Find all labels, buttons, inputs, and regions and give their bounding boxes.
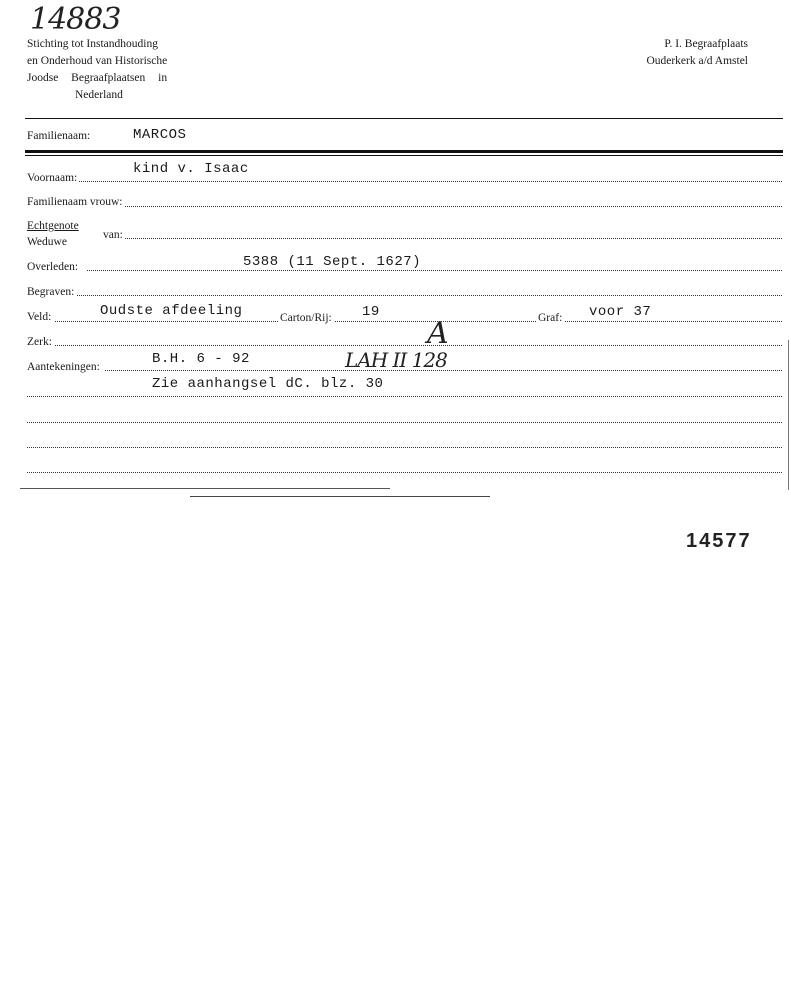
- graf-label: Graf:: [536, 310, 564, 327]
- familienaam-vrouw-dotline: [27, 206, 782, 207]
- org-line-3: Joodse Begraafplaatsen in: [27, 72, 168, 84]
- echtgenote-label: Echtgenote: [27, 218, 81, 235]
- aantekeningen-label: Aantekeningen:: [27, 359, 104, 376]
- van-dotline: [103, 238, 782, 239]
- veld-label: Veld:: [27, 309, 55, 326]
- overleden-label: Overleden:: [27, 259, 86, 276]
- cemetery-line-1: P. I. Begraafplaats: [664, 38, 748, 50]
- overleden-dotline: [27, 270, 782, 271]
- veld-value: Oudste afdeeling: [100, 303, 243, 319]
- familienaam-value: MARCOS: [133, 127, 187, 143]
- org-line-4: Nederland: [75, 89, 123, 101]
- card-right-edge: [788, 340, 789, 490]
- card-bottom-rule: [20, 488, 390, 489]
- weduwe-label: Weduwe: [27, 234, 69, 251]
- organization-block: [27, 36, 207, 104]
- zerk-handwritten-mark: A: [427, 316, 448, 351]
- header-rule: [25, 118, 783, 119]
- double-rule-top: [25, 150, 783, 153]
- org-line-2: en Onderhoud van Historische: [27, 55, 168, 67]
- voornaam-value: kind v. Isaac: [133, 161, 249, 177]
- aantekeningen-line-2: Zie aanhangsel dC. blz. 30: [152, 376, 384, 392]
- zerk-label: Zerk:: [27, 334, 54, 351]
- familienaam-vrouw-label: Familienaam vrouw:: [27, 194, 125, 211]
- voornaam-label: Voornaam:: [27, 170, 79, 187]
- familienaam-label: Familienaam:: [27, 128, 92, 145]
- voornaam-dotline: [27, 181, 782, 182]
- double-rule-bottom: [25, 155, 783, 156]
- cemetery-line-2: Ouderkerk a/d Amstel: [646, 55, 748, 67]
- begraven-label: Begraven:: [27, 284, 76, 301]
- aantekeningen-handwritten: LAH II 128: [345, 348, 447, 372]
- overleden-value: 5388 (11 Sept. 1627): [243, 254, 422, 270]
- carton-value: 19: [362, 304, 380, 320]
- veld-dotline: [27, 321, 782, 322]
- graf-value: voor 37: [589, 304, 652, 320]
- blank-dotline-1: [27, 422, 782, 423]
- cemetery-block: [618, 36, 748, 70]
- org-line-1: Stichting tot Instandhouding: [27, 38, 158, 50]
- blank-dotline-3: [27, 472, 782, 473]
- aantekeningen-dotline-2: [27, 396, 782, 397]
- card-number-handwritten: 14883: [30, 2, 121, 37]
- zerk-dotline: [27, 345, 782, 346]
- archive-number: 14577: [686, 530, 752, 552]
- carton-label: Carton/Rij:: [278, 310, 334, 327]
- aantekeningen-value: B.H. 6 - 92: [152, 351, 250, 367]
- begraven-dotline: [27, 295, 782, 296]
- card-bottom-rule-right: [190, 496, 490, 497]
- van-label: van:: [103, 227, 125, 244]
- blank-dotline-2: [27, 447, 782, 448]
